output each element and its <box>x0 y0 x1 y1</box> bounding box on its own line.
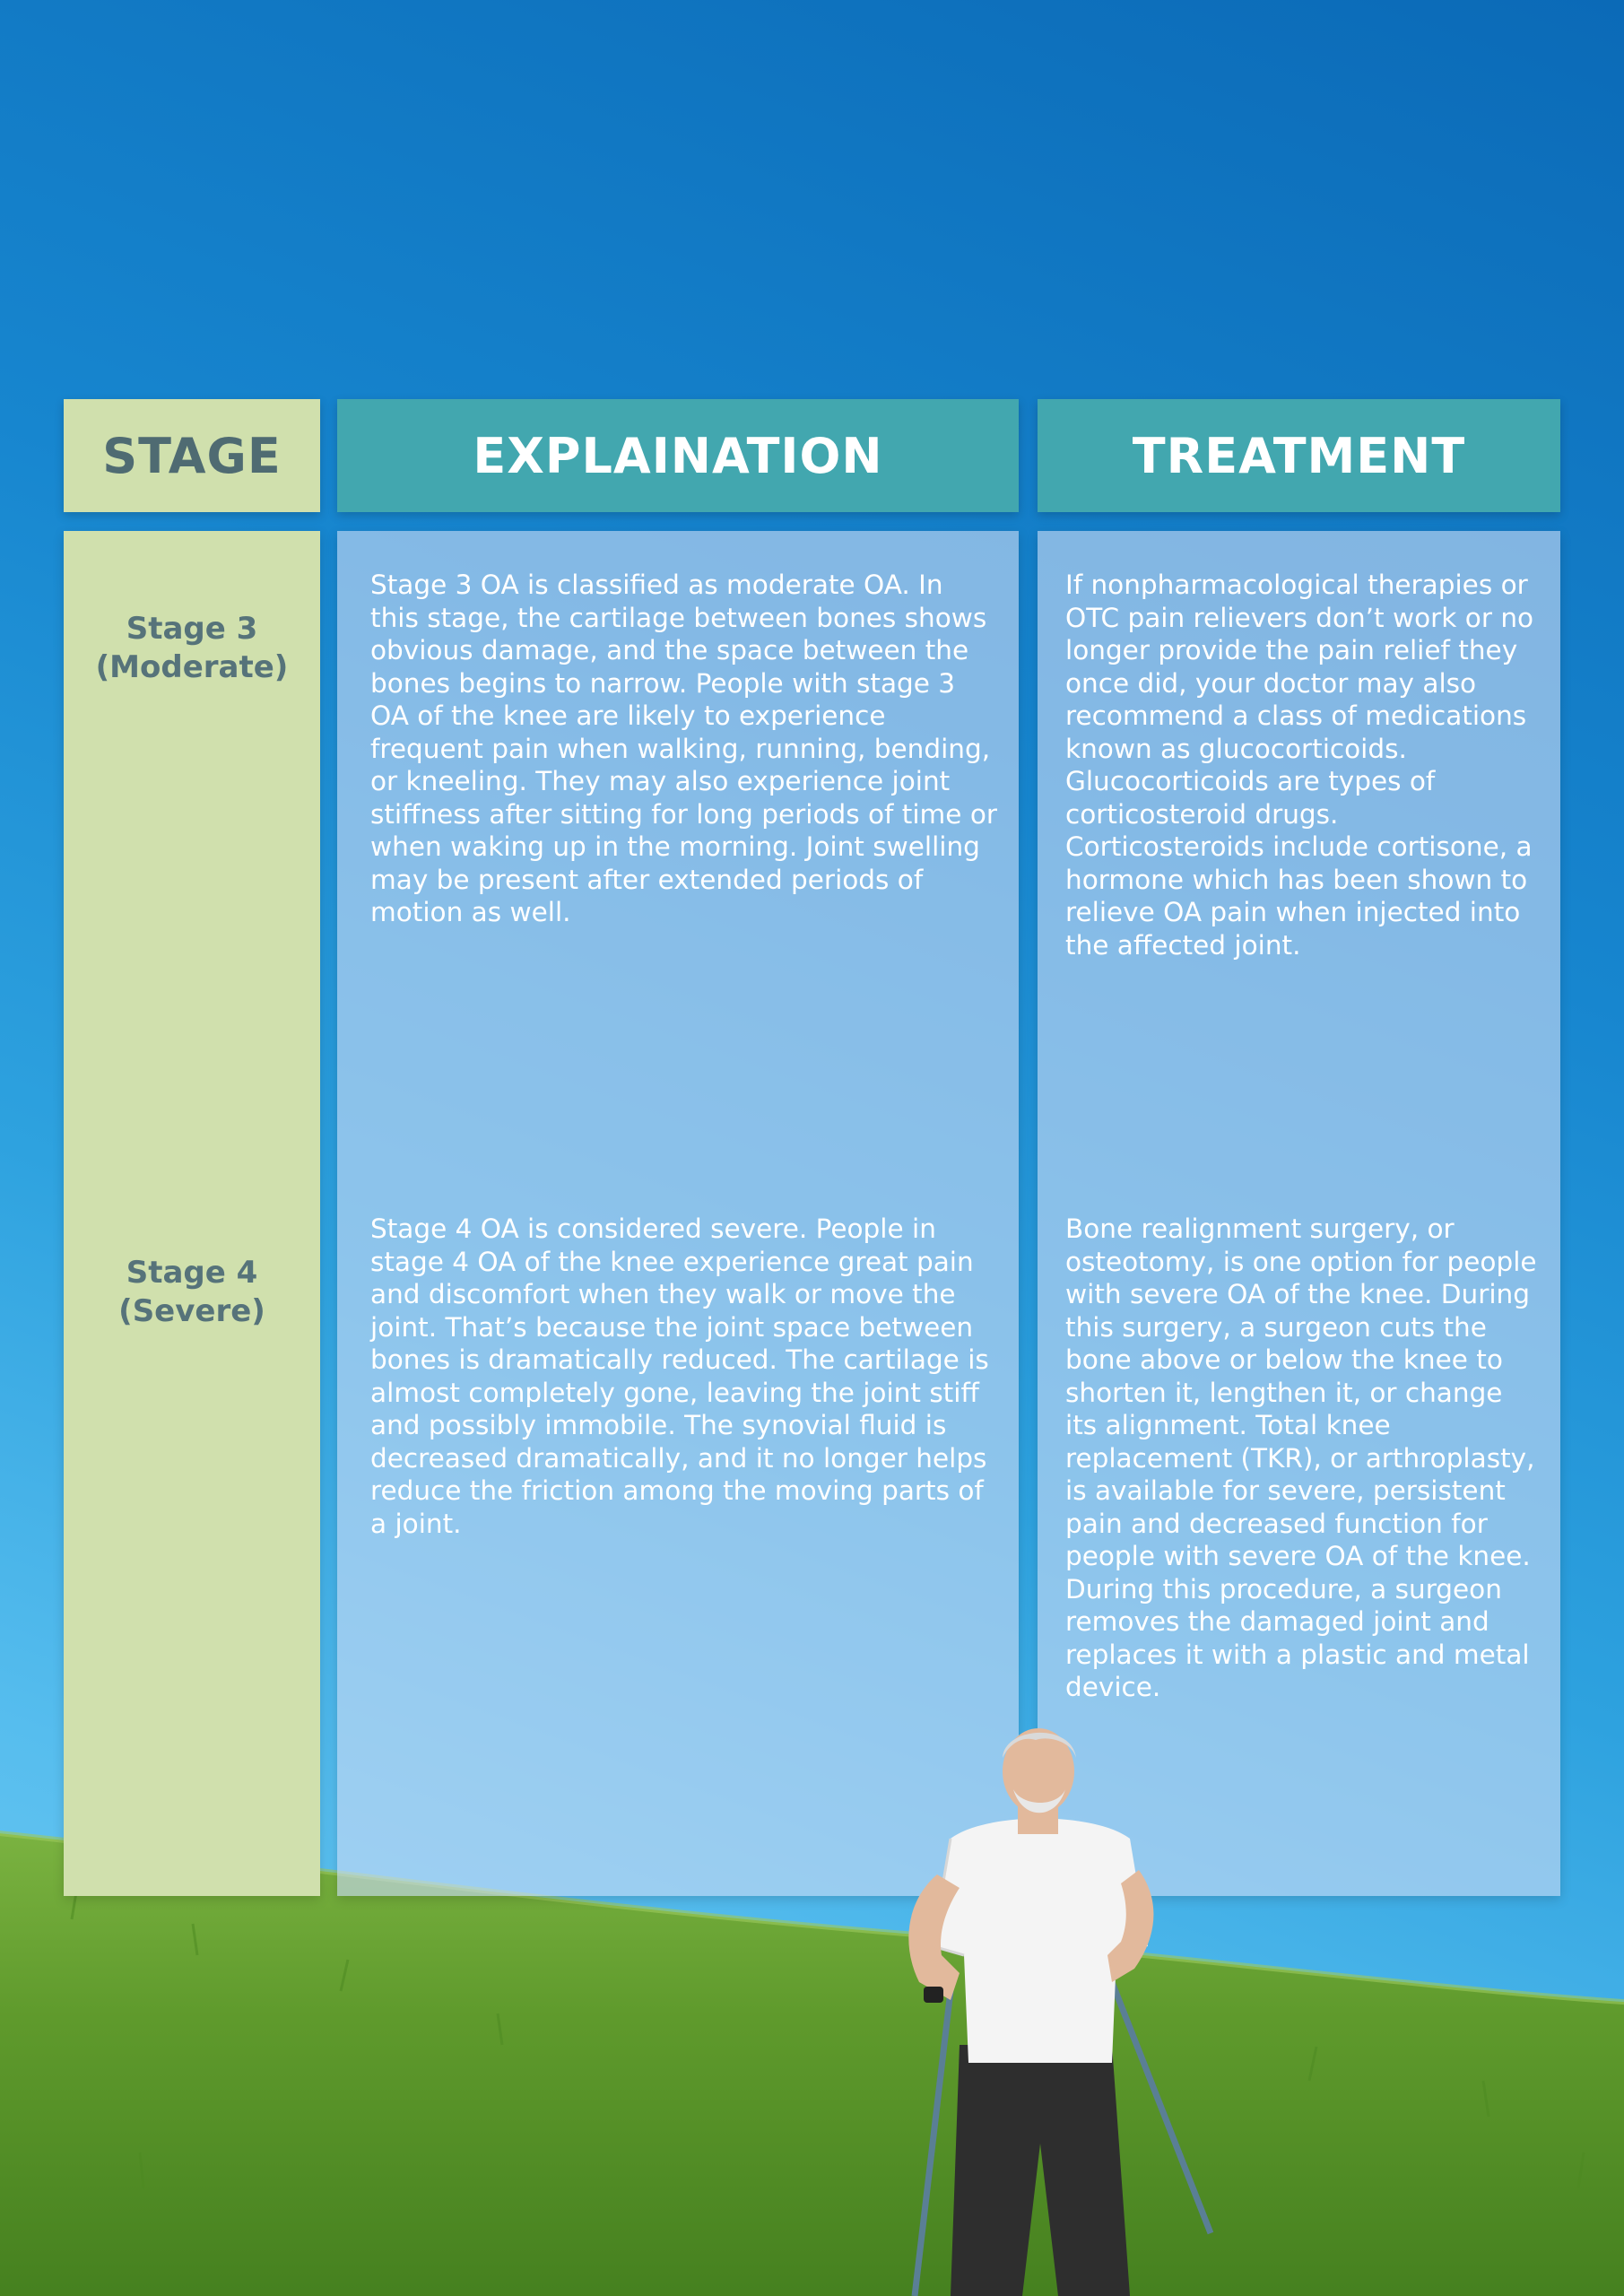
stage-4-label <box>64 1254 320 1331</box>
stage-3-treatment: If nonpharmacological therapies or OTC pain relievers don’t work or no longer provide the pain relief they once did, your doctor may also recommend a class of medications known as glucocorticoids. Glucocorticoids are types of corticosteroid drugs. Corticosteroids include cortisone, a hormone which has been shown to relieve OA pain when injected into the affected joint. <box>1065 570 1534 961</box>
stage-column <box>64 531 320 1896</box>
stage-3-explanation: Stage 3 OA is classified as moderate OA. In this stage, the cartilage between bones shows obvious damage, and the space between the bones begins to narrow. People with stage 3 OA of the knee are likely to experience frequent pain when walking, running, bending, or kneeling. They may also experience joint stiffness after sitting for long periods of time or when waking up in the morning. Joint swelling may be present after extended periods of motion as well. <box>370 570 997 927</box>
stage-4-treatment: Bone realignment surgery, or osteotomy, is one option for people with severe OA of the knee. During this surgery, a surgeon cuts the bone above or below the knee to shorten it, lengthen it, or change its alignment. Total knee replacement (TKR), or arthroplasty, is available for severe, persistent pain and decreased function for people with severe OA of the knee. During this procedure, a surgeon removes the damaged joint and replaces it with a plastic and metal device. <box>1065 1213 1537 1702</box>
elderly-man-with-walking-poles <box>852 1722 1229 2296</box>
stage-3-severity: (Moderate) <box>95 649 289 685</box>
header-treatment: TREATMENT <box>1038 399 1560 512</box>
stage-3-name: Stage 3 <box>126 611 258 647</box>
stage-4-severity: (Severe) <box>118 1293 265 1329</box>
header-stage: STAGE <box>64 399 320 512</box>
stage-4-name: Stage 4 <box>126 1255 258 1291</box>
header-explanation: EXPLAINATION <box>337 399 1019 512</box>
stage-3-label <box>64 610 320 687</box>
stage-4-explanation: Stage 4 OA is considered severe. People in stage 4 OA of the knee experience great pain and discomfort when they walk or move the joint. That’s because the joint space between bones is dramatically reduced. The cartilage is almost completely gone, leaving the joint stiff and possibly immobile. The synovial fluid is decreased dramatically, and it no longer helps reduce the friction among the moving parts of a joint. <box>370 1213 989 1539</box>
